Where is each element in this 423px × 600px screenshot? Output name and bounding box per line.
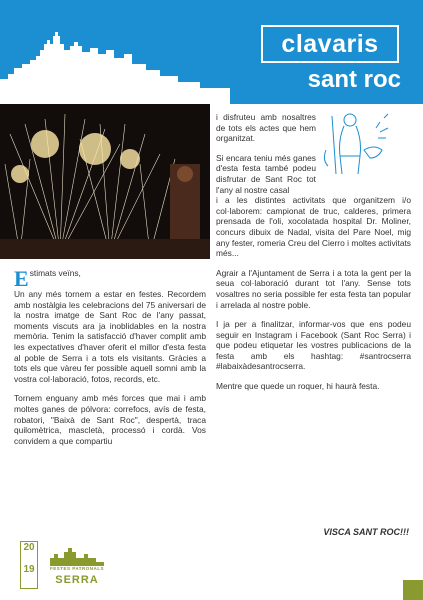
fireworks-photo bbox=[0, 104, 210, 259]
body-paragraph-7: Mentre que quede un roquer, hi haurà festa. bbox=[216, 381, 380, 392]
logo-line-1: FESTES PATRONALS bbox=[49, 566, 105, 571]
corner-accent bbox=[403, 580, 423, 600]
body-paragraph-4a: Si encara teniu més ganes d'esta festa també podeu disfrutar de Sant Roc tot l'any al nostre casal bbox=[216, 152, 316, 195]
body-paragraph-2: Tornem enguany amb més forces que mai i amb moltes ganes de pólvora: correfocs, avís de festa, robatori, "Baixà de Sant Roc", despertà, traca quilomètrica, mascletà, processó i cordà. Vos convidem a que compartiu bbox=[14, 393, 206, 446]
greeting-text: stimats veïns, bbox=[29, 268, 81, 278]
left-text-column bbox=[14, 268, 206, 455]
body-paragraph-5: Agrair a l'Ajuntament de Serra i a tota la gent per la seua col·laboració durant tot l'any. Sense tots vosaltres no seria possible fer esta festa tan popular i arrelada al nostre poble. bbox=[216, 267, 411, 310]
page-title: clavaris bbox=[261, 25, 399, 63]
dropcap-letter: E bbox=[14, 266, 29, 291]
greeting-paragraph bbox=[14, 266, 206, 291]
year-bottom: 19 bbox=[23, 564, 35, 575]
serra-logo-icon bbox=[44, 548, 110, 566]
closing-line: VISCA SANT ROC!!! bbox=[323, 527, 409, 537]
body-paragraph-6: I ja per a finalitzar, informar-vos que ens podeu seguir en Instagram i Facebook (Sant Roc Serra) i que podeu etiquetar les vostres publicacions de la festa amb els hashtag: #santrocserra #labaixàdesantrocserra. bbox=[216, 319, 411, 372]
serra-logo bbox=[44, 548, 110, 594]
logo-line-2: SERRA bbox=[55, 574, 99, 586]
body-paragraph-1: Un any més tornem a estar en festes. Recordem amb nostàlgia les celebracions del 75 aniversari de la nostra imatge de Sant Roc de l'any passat, moments viscuts ara ja inoblidables en la nostra memòria. Tenim la satisfacció d'haver complit amb les expectatives d'haver oferit el millor d'esta festa al poble de Serra i a tots els visitants. Gràcies a tots els que vàreu fer possible aquell somni amb la vostra col·laboració, fotos, records, etc. bbox=[14, 289, 206, 384]
castle-skyline-icon bbox=[0, 24, 230, 104]
page-header bbox=[0, 0, 423, 104]
body-paragraph-3: i disfruteu amb nosaltres de tots els actes que hem organitzat. bbox=[216, 112, 316, 144]
page-subtitle: sant roc bbox=[307, 66, 401, 93]
year-badge bbox=[20, 541, 38, 589]
year-top: 20 bbox=[23, 542, 35, 553]
body-paragraph-4b: i a les distintes activitats que organitzem i/o col·laborem: campionat de truc, calderes, primera prensada de l'oli, xocolatada hospital Dr. Moliner, concurs dibuix de Nadal, visita del Pare Noel, mig any fester, romeria Creu del Cierro i moltes activitats més... bbox=[216, 195, 411, 259]
right-text-column bbox=[216, 112, 411, 401]
